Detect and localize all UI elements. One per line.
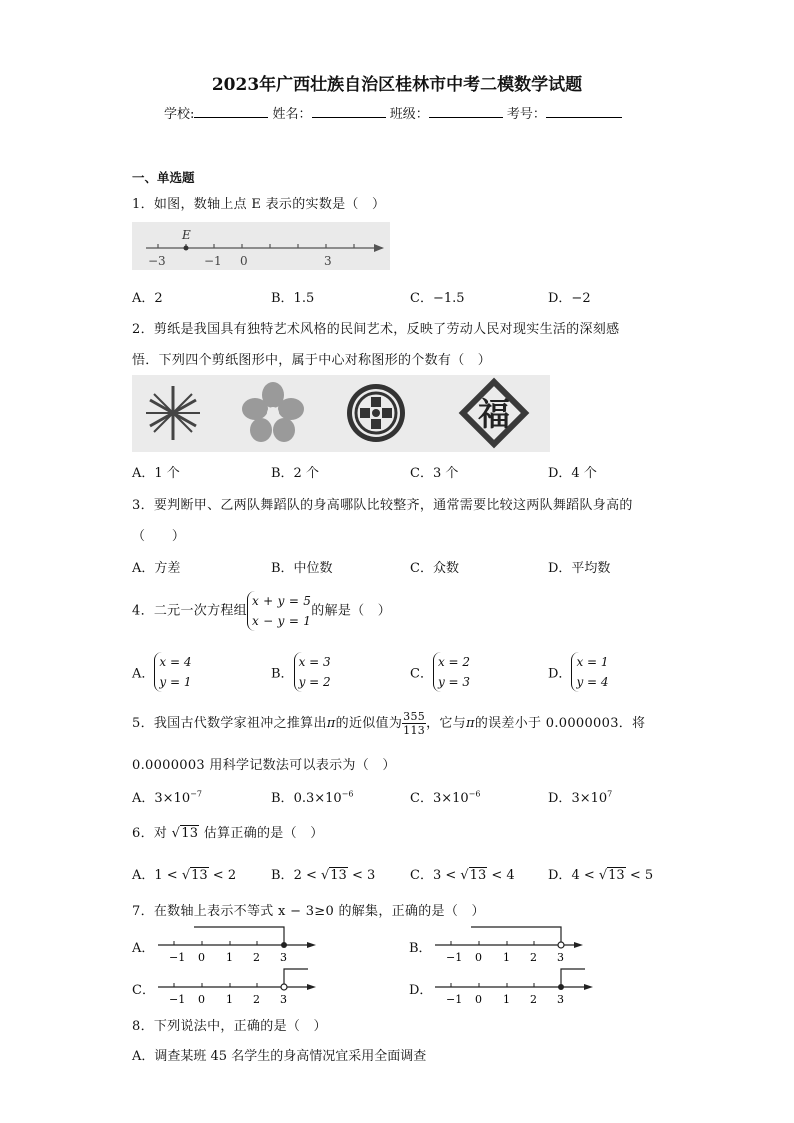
q6-option-label: B． (271, 868, 294, 883)
q5-option-label: B． (271, 791, 294, 806)
q1-option-b[interactable]: B．1.5 (271, 291, 315, 306)
q4-option-label: C． (410, 666, 433, 682)
q6-stem-post: 估算正确的是（ ） (203, 826, 324, 841)
q6-option-left: 1 < (154, 868, 178, 883)
q1-number-line-figure (132, 222, 390, 270)
tick-label: −1 (169, 993, 186, 1006)
fraction-denominator: 113 (403, 724, 426, 737)
tick-label: 2 (530, 993, 537, 1006)
q2-option-c[interactable]: C．3 个 (410, 466, 459, 481)
q5-option-base: 3×10 (571, 791, 608, 806)
q5-option-c[interactable] (410, 787, 480, 806)
sqrt-radicand: 13 (330, 868, 347, 883)
q6-option-d[interactable]: D．4 < √13 < 5 (548, 868, 654, 883)
q6-option-right: < 2 (212, 868, 237, 883)
q6-option-a[interactable]: A．1 < √13 < 2 (132, 868, 237, 883)
name-blank[interactable] (312, 105, 386, 118)
round-emblem-papercut (347, 384, 405, 442)
q7-stem: 7．在数轴上表示不等式 x − 3≥0 的解集，正确的是（ ） (132, 904, 485, 919)
q5-option-label: C． (410, 791, 433, 806)
q7-option-b-number-line[interactable] (427, 924, 597, 964)
q4-option-label: A． (132, 666, 155, 682)
q6-stem: 6．对 √13 估算正确的是（ ） (132, 826, 324, 841)
q5-option-label: D． (548, 791, 572, 806)
q7-option-a-label[interactable]: A． (132, 941, 155, 956)
q2-option-a[interactable]: A．1 个 (132, 466, 180, 481)
q5-option-base: 0.3×10 (293, 791, 342, 806)
q4-equation-1: x + y = 5 (251, 594, 312, 608)
q5-option-base: 3×10 (154, 791, 191, 806)
tick-label: −1 (169, 951, 186, 964)
number-label: 考号： (506, 107, 546, 122)
q3-option-c[interactable]: C．众数 (410, 561, 459, 576)
q5-stem-line2: 0.0000003 用科学记数法可以表示为（ ） (132, 758, 396, 773)
class-blank[interactable] (429, 105, 503, 118)
q6-option-label: C． (410, 868, 433, 883)
number-blank[interactable] (546, 105, 622, 118)
snowflake-papercut (146, 386, 200, 440)
class-label: 班级： (389, 107, 429, 122)
q1-option-a[interactable]: A．2 (132, 291, 163, 306)
q1-tick-label: 3 (324, 254, 332, 268)
q7-option-d-number-line[interactable] (427, 966, 597, 1006)
q5-option-d[interactable] (548, 787, 612, 806)
q4-option-a[interactable] (132, 652, 192, 692)
student-info (164, 103, 622, 122)
tick-label: 1 (226, 951, 233, 964)
q4-option-b[interactable] (271, 652, 331, 692)
q2-stem-line1: 2．剪纸是我国具有独特艺术风格的民间艺术，反映了劳动人民对现实生活的深刻感 (132, 322, 620, 337)
q4-option-y: y = 3 (437, 675, 471, 689)
sqrt-radicand: 13 (469, 868, 487, 883)
q4-equation-2: x − y = 1 (251, 614, 312, 628)
tick-label: 0 (475, 951, 482, 964)
q4-stem-post: 的解是（ ） (311, 603, 392, 619)
q5-option-exponent: 7 (607, 789, 613, 799)
school-blank[interactable] (194, 105, 268, 118)
fraction-numerator: 355 (403, 710, 426, 723)
q4-option-d[interactable] (548, 652, 609, 692)
q1-point-label: E (182, 228, 191, 242)
q6-option-c[interactable]: C．3 < √13 < 4 (410, 868, 515, 883)
q1-figure-background (132, 222, 390, 270)
q6-option-left: 3 < (432, 868, 457, 883)
q4-option-x: x = 4 (159, 655, 192, 669)
q6-option-label: A． (132, 868, 155, 883)
q3-option-b[interactable]: B．中位数 (271, 561, 333, 576)
q4-option-system (433, 652, 470, 692)
tick-label: −1 (446, 993, 463, 1006)
q3-stem-line2: （ ） (132, 529, 186, 544)
q1-tick-label: 0 (240, 254, 248, 268)
q5-stem-line1 (132, 710, 645, 737)
q4-option-system (294, 652, 331, 692)
q4-stem-pre: 4．二元一次方程组 (132, 603, 247, 619)
fu-character: 福 (477, 395, 511, 433)
q4-option-y: y = 1 (159, 675, 192, 689)
tick-label: 3 (280, 993, 287, 1006)
q1-option-d[interactable]: D．−2 (548, 291, 591, 306)
tick-label: 0 (198, 951, 205, 964)
q3-stem-line1: 3．要判断甲、乙两队舞蹈队的身高哪队比较整齐，通常需要比较这两队舞蹈队身高的 (132, 498, 633, 513)
sqrt-radicand: 13 (608, 868, 625, 883)
q7-option-c-number-line[interactable] (150, 966, 320, 1006)
q4-option-x: x = 3 (298, 655, 331, 669)
q5-stem-post2: 的误差小于 0.0000003．将 (474, 716, 646, 731)
q7-option-d-label[interactable]: D． (409, 983, 433, 998)
q7-option-c-label[interactable]: C． (132, 983, 155, 998)
q4-stem (132, 591, 391, 631)
q5-option-a[interactable] (132, 787, 202, 806)
q1-tick-label: −1 (204, 254, 222, 268)
tick-label: 3 (557, 993, 564, 1006)
q4-option-x: x = 1 (576, 655, 609, 669)
name-label: 姓名： (272, 107, 312, 122)
q6-option-b[interactable]: B．2 < √13 < 3 (271, 868, 376, 883)
q5-option-base: 3×10 (432, 791, 469, 806)
q4-option-system (571, 652, 608, 692)
q2-option-d[interactable]: D．4 个 (548, 466, 597, 481)
q5-option-label: A． (132, 791, 155, 806)
tick-label: 0 (475, 993, 482, 1006)
q2-option-b[interactable]: B．2 个 (271, 466, 319, 481)
q5-fraction (402, 710, 426, 737)
tick-label: −1 (446, 951, 463, 964)
q4-equation-system (247, 591, 311, 631)
q4-option-c[interactable] (410, 652, 470, 692)
q5-option-b[interactable] (271, 787, 353, 806)
tick-label: 2 (253, 993, 260, 1006)
q4-option-system (154, 652, 191, 692)
q6-option-right: < 4 (491, 868, 515, 883)
q1-stem: 1．如图，数轴上点 E 表示的实数是（ ） (132, 197, 386, 212)
q5-stem-pre: 5．我国古代数学家祖冲之推算出 (132, 716, 327, 731)
q4-option-y: y = 4 (576, 675, 609, 689)
pi-symbol: π (326, 716, 336, 731)
tick-label: 0 (198, 993, 205, 1006)
q2-papercut-figure (132, 375, 550, 452)
tick-label: 1 (503, 951, 510, 964)
q1-tick-label: −3 (148, 254, 166, 268)
q4-option-label: B． (271, 666, 294, 682)
q6-option-right: < 5 (629, 868, 654, 883)
tick-label: 3 (557, 951, 564, 964)
q6-option-right: < 3 (351, 868, 376, 883)
q7-option-a-number-line[interactable] (150, 924, 320, 964)
tick-label: 1 (503, 993, 510, 1006)
sqrt-radicand: 13 (191, 868, 208, 883)
q5-option-exponent: −7 (190, 789, 202, 799)
q4-option-label: D． (548, 666, 572, 682)
q2-stem-line2: 悟．下列四个剪纸图形中，属于中心对称图形的个数有（ ） (132, 353, 492, 368)
section-heading: 一、单选题 (132, 170, 195, 185)
q4-option-x: x = 2 (437, 655, 471, 669)
q5-option-exponent: −6 (341, 789, 354, 799)
q6-option-left: 2 < (293, 868, 317, 883)
q3-option-a[interactable]: A．方差 (132, 561, 181, 576)
q5-stem-mid: 的近似值为 (335, 716, 403, 731)
q6-option-label: D． (548, 868, 572, 883)
pi-symbol: π (465, 716, 475, 731)
tick-label: 1 (226, 993, 233, 1006)
q5-option-exponent: −6 (468, 789, 481, 799)
q1-point-e (184, 246, 189, 251)
q6-option-left: 4 < (571, 868, 595, 883)
page-title: 2023年广西壮族自治区桂林市中考二模数学试题 (211, 75, 583, 95)
q4-option-y: y = 2 (298, 675, 331, 689)
q7-option-b-label[interactable]: B． (409, 941, 432, 956)
tick-label: 2 (530, 951, 537, 964)
q8-option-a[interactable]: A．调查某班 45 名学生的身高情况宜采用全面调查 (132, 1049, 427, 1064)
school-label: 学校: (164, 107, 195, 122)
q3-option-d[interactable]: D．平均数 (548, 561, 611, 576)
sqrt-radicand: 13 (181, 826, 199, 841)
q5-stem-post1: ，它与 (426, 716, 466, 731)
q1-option-c[interactable]: C．−1.5 (410, 291, 465, 306)
q8-stem: 8．下列说法中，正确的是（ ） (132, 1019, 327, 1034)
tick-label: 3 (280, 951, 287, 964)
q6-stem-pre: 6．对 (132, 826, 168, 841)
tick-label: 2 (253, 951, 260, 964)
